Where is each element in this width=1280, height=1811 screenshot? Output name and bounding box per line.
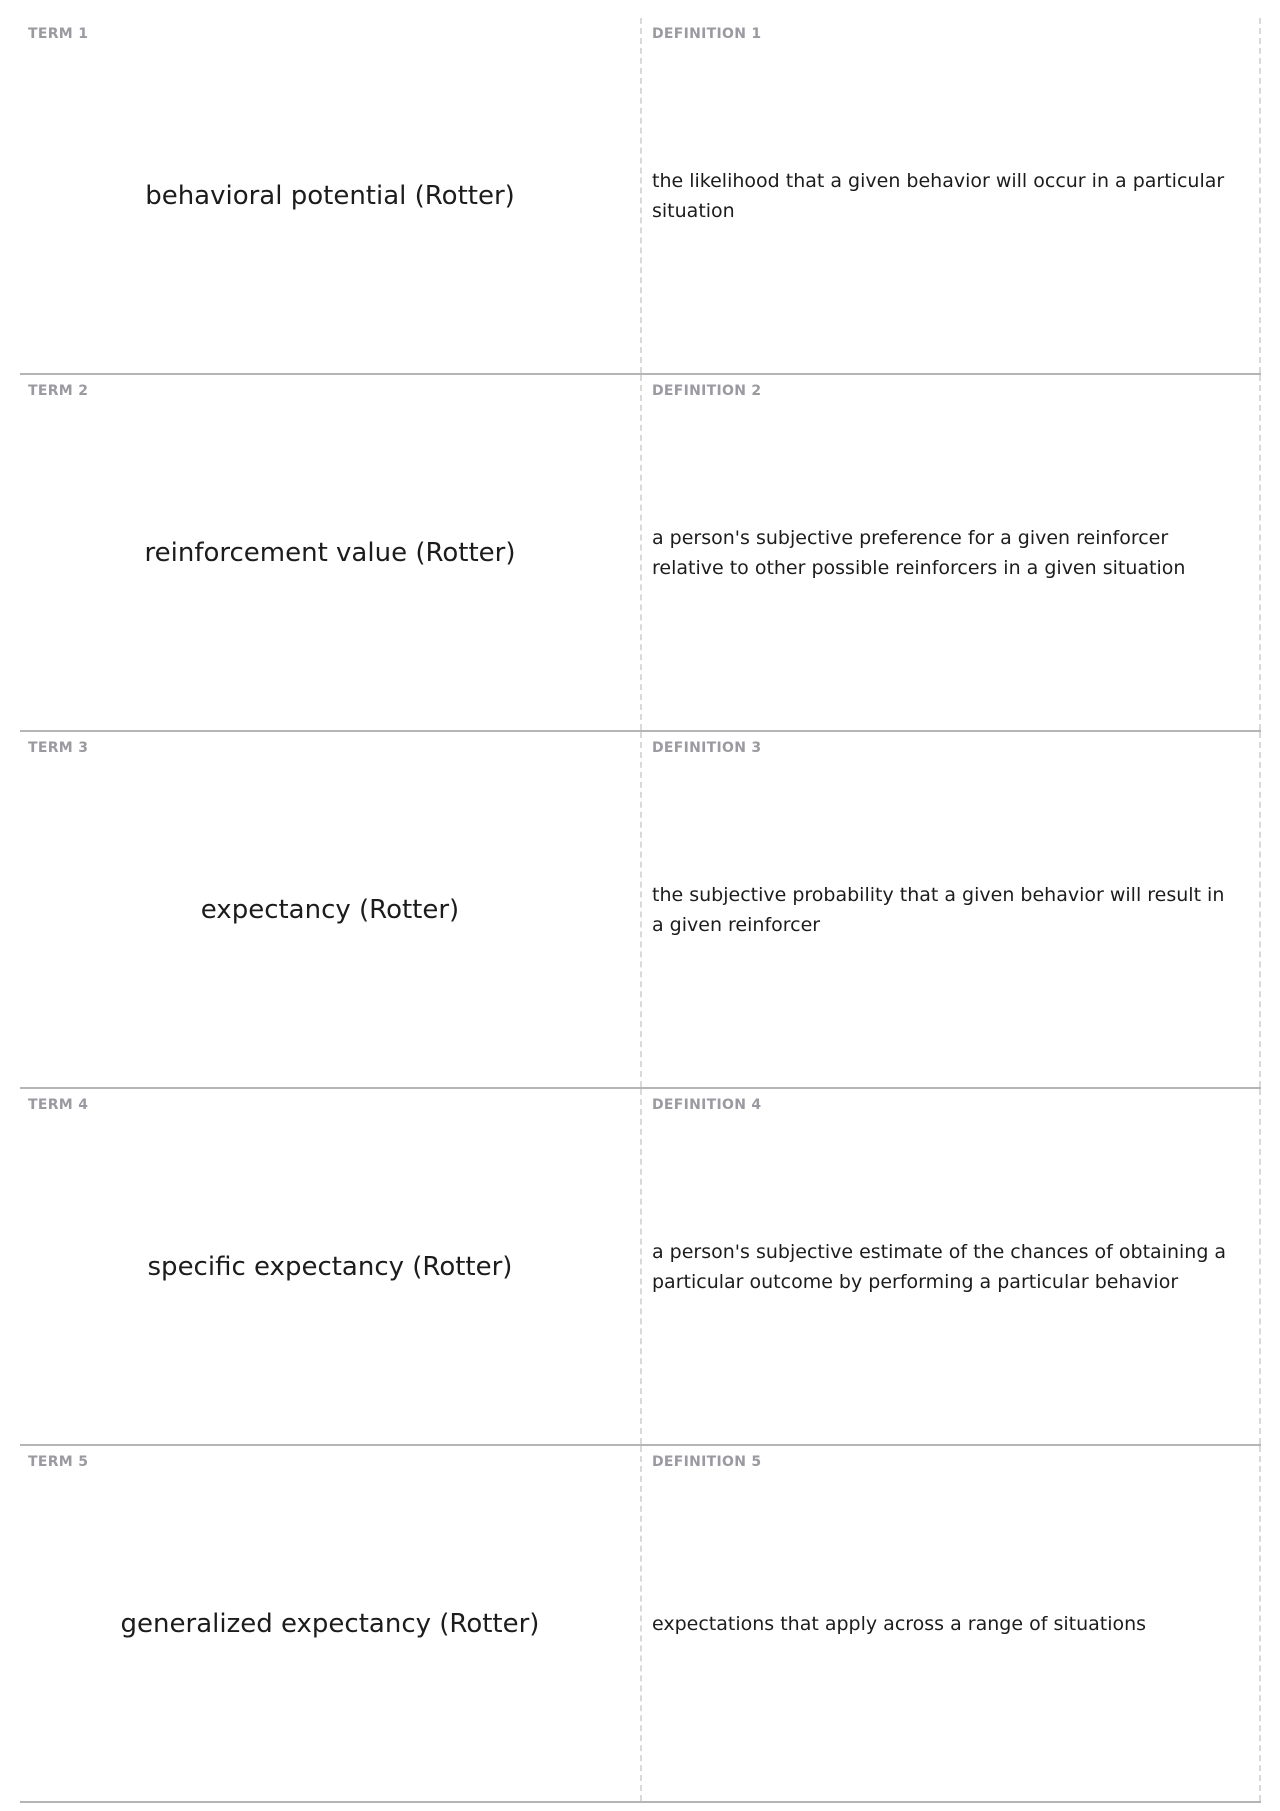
flashcard-sheet (20, 18, 1261, 1803)
definition-cell (642, 375, 1261, 730)
card-row (20, 1089, 1261, 1446)
definition-label: DEFINITION 3 (652, 740, 762, 756)
definition-label: DEFINITION 1 (652, 26, 762, 42)
term-cell (20, 18, 642, 373)
term-label: TERM 5 (28, 1454, 89, 1470)
definition-text: expectations that apply across a range of situations (652, 1612, 1147, 1635)
definition-cell (642, 1446, 1261, 1801)
card-row (20, 732, 1261, 1089)
term-cell (20, 1446, 642, 1801)
term-text: expectancy (Rotter) (200, 894, 460, 925)
term-label: TERM 4 (28, 1097, 89, 1113)
definition-text: the subjective probability that a given behavior will result in a given reinforcer (652, 883, 1225, 936)
term-cell (20, 1089, 642, 1444)
term-cell (20, 375, 642, 730)
term-text: behavioral potential (Rotter) (145, 180, 515, 211)
definition-cell (642, 18, 1261, 373)
definition-label: DEFINITION 2 (652, 383, 762, 399)
term-label: TERM 3 (28, 740, 89, 756)
definition-text: a person's subjective estimate of the chances of obtaining a particular outcome by performing a particular behavior (652, 1240, 1227, 1293)
term-label: TERM 2 (28, 383, 89, 399)
definition-text: a person's subjective preference for a given reinforcer relative to other possible reinforcers in a given situation (652, 526, 1186, 579)
definition-text: the likelihood that a given behavior will occur in a particular situation (652, 169, 1225, 222)
term-text: reinforcement value (Rotter) (144, 537, 516, 568)
definition-cell (642, 1089, 1261, 1444)
definition-label: DEFINITION 5 (652, 1454, 762, 1470)
term-text: specific expectancy (Rotter) (147, 1251, 513, 1282)
term-label: TERM 1 (28, 26, 89, 42)
card-row (20, 375, 1261, 732)
definition-label: DEFINITION 4 (652, 1097, 762, 1113)
definition-cell (642, 732, 1261, 1087)
card-row (20, 18, 1261, 375)
card-row (20, 1446, 1261, 1803)
term-cell (20, 732, 642, 1087)
term-text: generalized expectancy (Rotter) (120, 1608, 540, 1639)
